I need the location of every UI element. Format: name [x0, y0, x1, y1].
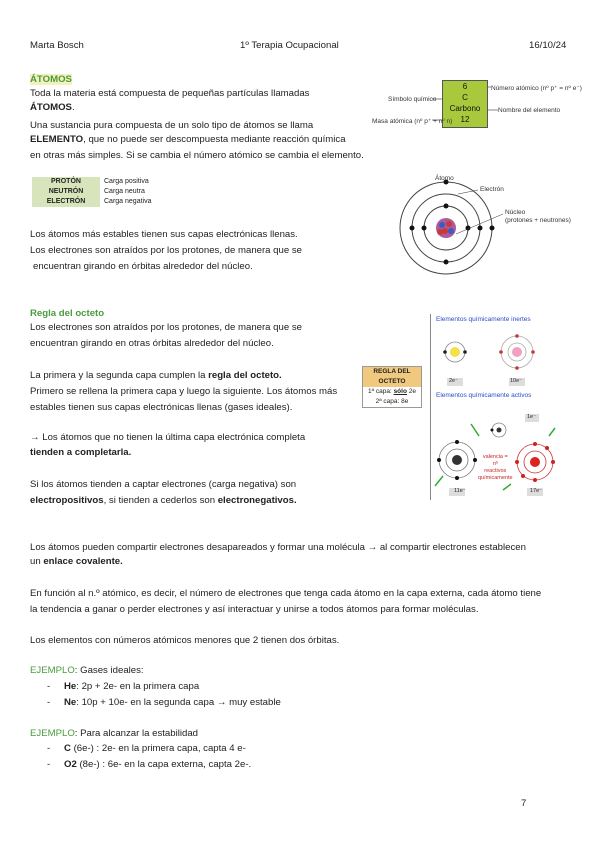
paragraph-line: Los átomos más estables tienen sus capas electrónicas llenas. [30, 229, 298, 240]
paragraph-line: La primera y la segunda capa cumplen la regla del octeto. [30, 370, 282, 381]
paragraph-line: ÁTOMOS. [30, 102, 75, 113]
label-name: Nombre del elemento [498, 107, 561, 114]
octeto-box [362, 366, 422, 408]
header-course: 1º Terapia Ocupacional [240, 40, 339, 51]
nucleus-sub-label: (protones + neutrones) [505, 217, 571, 224]
he-tag: 2e⁻ [449, 378, 459, 384]
element-name: Carbono [449, 104, 481, 113]
particles-table [32, 177, 155, 207]
cl-tag: 17e⁻ [530, 488, 543, 494]
label-mass: Masa atómica (nº p⁺ + nº n) [372, 118, 453, 125]
paragraph-line: Los electrones son atraídos por los protones, de manera que se [30, 322, 302, 333]
table-row: ELECTRÓN Carga negativa [32, 197, 155, 207]
paragraph-line: la tendencia a ganar o perder electrones y así interactuar y unirse a todos átomos para formar moléculas. [30, 604, 479, 615]
paragraph-line: Primero se rellena la primera capa y luego la siguiente. Los átomos más [30, 386, 338, 397]
section-title-octeto: Regla del octeto [30, 308, 105, 319]
paragraph-line: Los electrones son atraídos por los protones, de manera que se [30, 245, 302, 256]
paragraph-line: Si los átomos tienden a captar electrones (carga negativa) son [30, 479, 297, 490]
table-row: NEUTRÓN Carga neutra [32, 187, 155, 197]
valence-note: valencia = nº reactivos químicamente [478, 454, 513, 481]
paragraph-line: electropositivos, si tienden a cederlos son electronegativos. [30, 495, 297, 506]
paragraph-line: tienden a completarla. [30, 447, 132, 458]
example-heading: EJEMPLO: Para alcanzar la estabilidad [30, 728, 198, 739]
atom-label: Átomo [435, 175, 454, 182]
label-number: Número atómico (nº p⁺ = nº e⁻) [491, 85, 582, 92]
paragraph-line: Los elementos con números atómicos menores que 2 tienen dos órbitas. [30, 635, 340, 646]
paragraph-line: encuentran girando en otras órbitas alrededor del núcleo. [30, 338, 274, 349]
section-title-atomos: ÁTOMOS [30, 74, 72, 85]
nucleus-label: Núcleo [505, 209, 526, 216]
na-tag: 11e⁻ [454, 488, 466, 494]
atomic-number: 6 [462, 82, 468, 91]
paragraph-line: En función al n.º atómico, es decir, el número de electrones que tenga cada átomo en la capa externa, cada átomo tiene [30, 588, 542, 599]
paragraph-line: un enlace covalente. [30, 556, 123, 567]
page-number: 7 [521, 798, 527, 809]
example-heading: EJEMPLO: Gases ideales: [30, 665, 144, 676]
bullet-dash: - [47, 743, 51, 754]
bullet-dash: - [47, 697, 51, 708]
bullet-dash: - [47, 681, 51, 692]
element-symbol: C [462, 93, 468, 102]
paragraph-line: encuentran girando en órbitas alrededor del núcleo. [33, 261, 253, 272]
header-date: 16/10/24 [529, 40, 567, 51]
paragraph-line: Una sustancia pura compuesta de un solo tipo de átomos se llama [30, 120, 314, 131]
table-row: PROTÓN Carga positiva [32, 177, 155, 187]
octeto-box-row: 1ª capa: sólo 2e [368, 388, 416, 395]
bullet-dash: - [47, 759, 51, 770]
inert-title: Elementos químicamente inertes [436, 316, 531, 323]
paragraph-line: Toda la materia está compuesta de pequeñas partículas llamadas [30, 88, 310, 99]
element-card-pointers [370, 80, 580, 130]
list-item: He: 2p + 2e- en la primera capa [64, 681, 200, 692]
list-item: C (6e-) : 2e- en la primera capa, capta 4 e- [64, 743, 246, 754]
paragraph-line: → Los átomos que no tienen la última capa electrónica completa [30, 432, 306, 443]
header-author: Marta Bosch [30, 40, 84, 51]
active-title: Elementos químicamente activos [436, 392, 532, 399]
ne-tag: 10e⁻ [510, 378, 523, 384]
paragraph-line: Los átomos pueden compartir electrones desapareados y formar una molécula → al compartir electrones establecen [30, 542, 526, 553]
paragraph-line: ELEMENTO, que no puede ser descompuesta mediante reacción química [30, 134, 346, 145]
paragraph-line: estables tienen sus capas electrónicas llenas (gases ideales). [30, 402, 293, 413]
octeto-box-row: 2ª capa: 8e [375, 398, 409, 405]
atomic-mass: 12 [460, 115, 470, 124]
octeto-box-title: REGLA DEL OCTETO [363, 367, 421, 387]
list-item: Ne: 10p + 10e- en la segunda capa → muy estable [64, 697, 281, 708]
electron-label: Electrón [480, 186, 504, 193]
paragraph-line: en otras más simples. Si se cambia el número atómico se cambia el elemento. [30, 150, 364, 161]
h-tag: 1e⁻ [527, 414, 537, 420]
list-item: O2 (8e-) : 6e- en la capa externa, capta 2e-. [64, 759, 252, 770]
label-symbol: Símbolo químico [388, 96, 437, 103]
